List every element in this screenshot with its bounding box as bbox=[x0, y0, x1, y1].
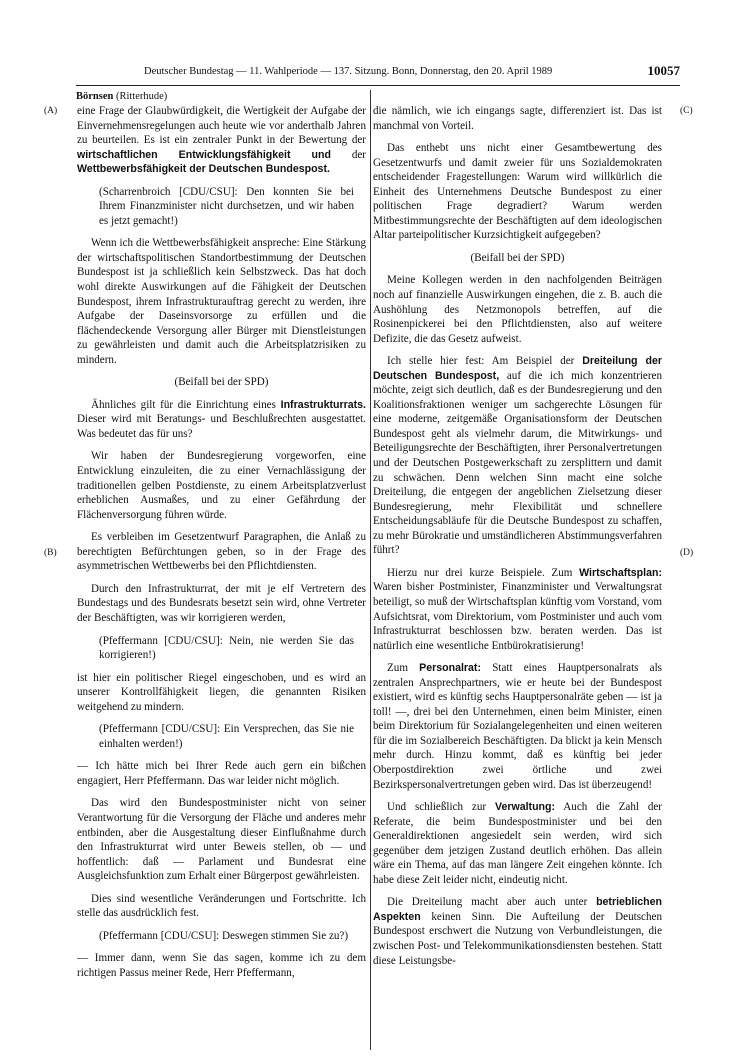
paragraph: ist hier ein politischer Riegel eingeschoben, und es wird an unserer Kontrollfähigkeit liegen, die genannten Risiken weitgehend zu mindern. bbox=[77, 671, 366, 713]
page-number: 10057 bbox=[647, 63, 680, 78]
text-run: eine Frage der Glaubwürdigkeit, die Wertigkeit der Aufgabe der Einvernehmensregelungen auch heute wie vor anderthalb Jahren zu beurteilen. Es ist ein zentraler Punkt in der Bewertung der bbox=[77, 105, 366, 147]
text-run: Statt eines Hauptpersonalrats als zentralen Ansprechpartners, wie er heute bei der Bundespost existiert, wird es künftig sechs Hauptpersonalräte geben — ist ja toll! —, drei bei den Unternehmen, einen beim Minister, einen beim Direktorium für Sozialangelegenheiten und einen weiteren für die im Sozialbereich Beschäftigten. Da blickt ja kein Mensch mehr durch. Hinzu kommt, daß es künftig bei jeder Oberpostdirektion zwei örtliche und zwei Bezirkspersonalvertretungen geben wird. Das ist überzeugend! bbox=[373, 662, 663, 791]
paragraph: die nämlich, wie ich eingangs sagte, differenziert ist. Das ist manchmal von Vorteil. bbox=[373, 105, 662, 132]
margin-marker-d: (D) bbox=[680, 548, 694, 558]
paragraph bbox=[77, 398, 366, 442]
applause-note: (Beifall bei der SPD) bbox=[470, 251, 565, 264]
paragraph bbox=[373, 800, 662, 887]
paragraph: Das enthebt uns nicht einer Gesamtbewertung des Gesetzentwurfs und damit zweier für uns Sozialdemokraten entscheidender Fragestellungen: Warum wird willkürlich die Einheit des Unternehmens Deutsche Bundespost zu einer politischen Frage degradiert? Warum werden Mitbestimmungsrechte der Beschäftigten auf dem ideologischen Altar parteipolitischer Kurzsichtigkeit aufgegeben? bbox=[373, 142, 662, 242]
paragraph: Es verbleiben im Gesetzentwurf Paragraphen, die Anlaß zu berechtigten Befürchtungen geben, so in der Frage des asymmetrischen Wettbewerbs bei den Pflichtdiensten. bbox=[77, 531, 366, 573]
paragraph: Durch den Infrastrukturrat, der mit je elf Vertretern des Bundestags und des Bundesrats besetzt sein wird, ohne Vertreter der Beschäftigten, was wir korrigieren werden, bbox=[77, 582, 366, 624]
interjection: (Pfeffermann [CDU/CSU]: Ein Versprechen, das Sie nie einhalten werden!) bbox=[99, 723, 354, 750]
paragraph: Das wird den Bundespostminister nicht von seiner Verantwortung für die Versorgung der Fläche und anderes mehr entbinden, aber die Ausgestaltung dieser Einflußnahme durch den Infrastrukturrat wird unter Beweis stellen, ob — und hoffentlich: daß — Parlament und Bundesrat eine Ausgleichsfunktion zum Erhalt einer Bürgerpost gewährleisten. bbox=[77, 797, 366, 883]
header-text: Deutscher Bundestag — 11. Wahlperiode — 137. Sitzung. Bonn, Donnerstag, den 20. April 1989 bbox=[144, 66, 553, 77]
text-run: Ich stelle hier fest: Am Beispiel der bbox=[387, 355, 583, 368]
paragraph: Dies sind wesentliche Veränderungen und Fortschritte. Ich stelle das ausdrücklich fest. bbox=[77, 892, 366, 920]
margin-marker-a: (A) bbox=[44, 106, 58, 116]
text-run: Die Dreiteilung macht aber auch unter bbox=[387, 896, 597, 909]
applause-note: (Beifall bei der SPD) bbox=[174, 376, 269, 389]
column-divider bbox=[370, 90, 371, 1050]
margin-marker-b: (B) bbox=[44, 548, 57, 558]
paragraph bbox=[373, 354, 662, 558]
bold-term: wirtschaftlichen Entwicklungsfähigkeit und bbox=[77, 148, 331, 161]
paragraph: — Ich hätte mich bei Ihrer Rede auch gern ein bißchen engagiert, Herr Pfeffermann. Das war leider nicht möglich. bbox=[77, 760, 366, 787]
text-run: der bbox=[330, 148, 366, 161]
text-run: Und schließlich zur bbox=[387, 801, 495, 814]
bold-term: Infrastrukturrats. bbox=[280, 398, 366, 411]
margin-marker-c: (C) bbox=[680, 106, 693, 116]
text-run: Waren bisher Postminister, Finanzminister und Verwaltungsrat beteiligt, so muß der Wirtschaftsplan künftig vom Vorstand, vom Aufsichtsrat, vom Direktorium, vom Postminister und auch vom Infrastrukturrat beschlossen bzw. beraten werden. Das ist natürlich eine wesentliche Entbürokratisierung! bbox=[373, 581, 662, 652]
paragraph bbox=[373, 661, 662, 792]
interjection: (Scharrenbroich [CDU/CSU]: Den konnten Sie bei Ihrem Finanzminister nicht durchsetzen, und wir haben es jetzt gemacht!) bbox=[99, 185, 354, 227]
speaker-name: Börnsen bbox=[76, 91, 114, 102]
running-header bbox=[76, 63, 680, 83]
text-run: Auch die Zahl der Referate, die beim Bundespostminister und bei den Generaldirektionen angesiedelt sein werden, wird sich gegenüber dem jetzigen Zustand deutlich erhöhen. Das allein wäre ein Thema, auf das man längere Zeit eingehen könnte. Ich habe diese Zeit leider nicht, eindeutig nicht. bbox=[373, 801, 662, 886]
left-column bbox=[77, 104, 366, 988]
paragraph: Wir haben der Bundesregierung vorgeworfen, eine Entwicklung einzuleiten, die zu einer Vernachlässigung der traditionellen gelben Postdienste, zu einem Arbeitsplatzverlust erheblichen Ausmaßes, und zu einer Gefährdung der Flächenversorgung führen würde. bbox=[77, 450, 366, 521]
bold-term: Wirtschaftsplan: bbox=[579, 566, 662, 579]
speaker-constituency: (Ritterhude) bbox=[115, 91, 168, 102]
text-run: Hierzu nur drei kurze Beispiele. Zum bbox=[387, 566, 580, 579]
text-run: Zum bbox=[387, 662, 420, 675]
paragraph: Wenn ich die Wettbewerbsfähigkeit anspreche: Eine Stärkung der wirtschaftspolitischen Standortbestimmung der Deutschen Bundespost ist ja schließlich kein Selbstzweck. Das hat doch wohl direkte Auswirkungen auf die Fähigkeit der Deutschen Bundespost, ihrem Infrastrukturauftrag gerecht zu werden, ihre Aufgabe der Daseinsvorsorge zu erfüllen und die flächendeckende Versorgung aller Bürger mit Dienstleistungen zu gewährleisten und damit auch die Arbeitsplatzrisiken zu mindern. bbox=[77, 237, 366, 366]
bold-term: Personalrat: bbox=[419, 662, 481, 675]
text-run: Dieser wird mit Beratungs- und Beschlußrechten ausgestattet. Was bedeutet das für uns? bbox=[77, 413, 366, 440]
right-column bbox=[373, 104, 662, 976]
text-run: auf die ich mich konzentrieren möchte, zeigt sich deutlich, daß es der Bundesregierung und den Koalitionsfraktionen weniger um sachgerechte Lösungen für eine moderne, zeitgemäße Organisationsform der Deutschen Bundespost geht als vielmehr darum, die Mitwirkungs- und Beteiligungsrechte der Beschäftigten, ihrer Personalvertretungen und der Deutschen Postgewerkschaft zu zersplittern und damit zu schwächen. Denn welchen Sinn macht eine solche Dreiteilung, die entgegen der angeblichen Zielsetzung dieser Bundesregierung, mehr Flexibilität und schnellere Entscheidungsabläufe für die Deutsche Bundespost zu schaffen, zu mehr Bürokratie und umständlicheren Abstimmungsverfahren führt? bbox=[373, 369, 662, 557]
header-rule bbox=[76, 85, 680, 86]
text-run: Ähnliches gilt für die Einrichtung eines bbox=[91, 398, 281, 411]
paragraph bbox=[77, 104, 366, 177]
bold-term: betrieblichen Aspekten bbox=[373, 896, 662, 923]
speaker-line bbox=[76, 91, 167, 102]
paragraph: — Immer dann, wenn Sie das sagen, komme ich zu dem richtigen Passus meiner Rede, Herr Pfeffermann, bbox=[77, 952, 366, 979]
paragraph bbox=[373, 566, 662, 653]
bold-term: Dreiteilung der Deutschen Bundespost, bbox=[373, 355, 663, 382]
interjection: (Pfeffermann [CDU/CSU]: Deswegen stimmen Sie zu?) bbox=[99, 929, 349, 942]
paragraph: Meine Kollegen werden in den nachfolgenden Beiträgen noch auf finanzielle Auswirkungen eingehen, die z. B. auch die Aushöhlung des Netzmonopols betreffen, auf die Rosinenpickerei bei den Pflichtdiensten, also auf weitere Defizite, die das Gesetz aufweist. bbox=[373, 274, 662, 345]
paragraph bbox=[373, 895, 662, 968]
text-run: keinen Sinn. Die Aufteilung der Deutschen Bundespost erschwert die Nutzung von Verbundleistungen, die zwischen Post- und Telekommunikationsdiensten bestehen. Statt diese Leistungsbe- bbox=[373, 910, 662, 967]
bold-term: Wettbewerbsfähigkeit der Deutschen Bundespost. bbox=[77, 163, 330, 176]
bold-term: Verwaltung: bbox=[494, 801, 556, 814]
interjection: (Pfeffermann [CDU/CSU]: Nein, nie werden Sie das korrigieren!) bbox=[99, 634, 354, 662]
